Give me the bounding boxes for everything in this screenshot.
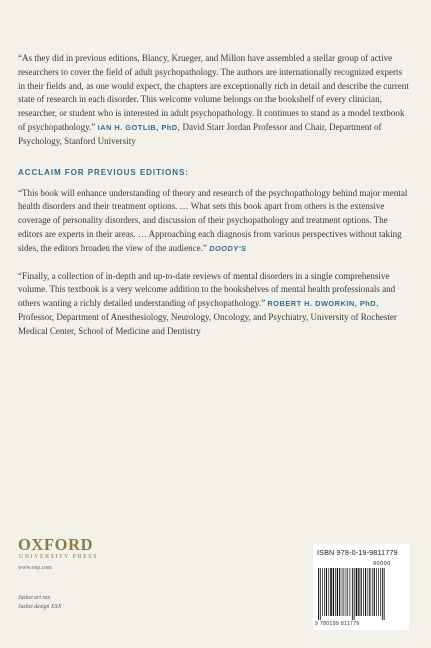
barcode-bar bbox=[347, 568, 348, 616]
barcode-bar bbox=[382, 568, 383, 620]
barcode-bar bbox=[337, 568, 338, 616]
blurb-dworkin bbox=[18, 270, 411, 339]
barcode-bar bbox=[361, 568, 362, 616]
blurb-affiliation: Professor, Department of Anesthesiology, Neurology, Oncology, and Psychiatry, University of Rochester Medical Center, School of Medicine and Dentistry bbox=[18, 311, 397, 336]
blurb-doodys bbox=[18, 187, 411, 256]
barcode-bar bbox=[335, 568, 336, 616]
barcode-bar bbox=[356, 568, 358, 616]
barcode-bar bbox=[358, 568, 359, 616]
barcode-bar bbox=[344, 568, 345, 616]
jacket-design-credit: Jacket design XXX bbox=[18, 604, 62, 610]
barcode-bar bbox=[369, 568, 370, 616]
barcode-bar bbox=[339, 568, 340, 616]
blurb-text: “As they did in previous editions, Blancy, Krueger, and Millon have assembled a stellar group of active researchers to cover the field of adult psychopathology. The authors are internationally recognized experts in their fields and, as one would expect, the chapters are exceptionally rich in detail and describe the current state of research in each disorder. This welcome volume belongs on the bookshelf of every clinician, researcher, or student who is interested in adult psychopathology. It continues to stand as a model textbook of psychopathology.” bbox=[18, 53, 409, 132]
barcode-bar bbox=[380, 568, 381, 616]
blurb-text: “Finally, a collection of in-depth and up-to-date reviews of mental disorders in a single comprehensive volume. This textbook is a very welcome addition to the bookshelves of mental health professionals and others wanting a richly detailed understanding of psychopathology.” bbox=[18, 270, 396, 309]
barcode-bar bbox=[363, 568, 364, 616]
barcode-bar bbox=[354, 568, 355, 620]
blurb-source: DOODY'S bbox=[209, 243, 247, 253]
barcode-bar bbox=[352, 568, 353, 620]
isbn-text: ISBN 978-0-19-9811779 bbox=[317, 548, 398, 557]
blurbs bbox=[18, 52, 411, 339]
barcode-bar bbox=[376, 568, 377, 616]
publisher-url: www.oup.com bbox=[18, 565, 52, 571]
price-code: 90000 bbox=[373, 561, 391, 567]
barcode-bar bbox=[333, 568, 334, 616]
barcode-bar bbox=[322, 568, 323, 616]
barcode-bar bbox=[320, 568, 321, 620]
barcode-bar bbox=[342, 568, 343, 616]
jacket-art-credit: Jacket art xxx bbox=[18, 595, 51, 601]
barcode-bar bbox=[330, 568, 332, 616]
publisher-logo bbox=[18, 537, 98, 571]
barcode-bar bbox=[378, 568, 379, 616]
blurb-text: “This book will enhance understanding of theory and research of the psychopathology behind major mental health disorders and their treatment options. … What sets this book apart from others is the extensive coverage of personality disorders, and discussion of their psychopathology and treatment options. The editors are experts in their areas. … Approaching each diagnosis from various perspectives without taking sides, the editors broaden the view of the audience.” bbox=[18, 187, 408, 253]
barcode-bar bbox=[346, 568, 347, 616]
press-wordmark: UNIVERSITY PRESS bbox=[19, 554, 98, 560]
barcode-bar bbox=[326, 568, 327, 616]
barcode-bar bbox=[374, 568, 375, 616]
blurb-gotlib bbox=[18, 52, 411, 149]
acclaim-heading: ACCLAIM FOR PREVIOUS EDITIONS: bbox=[18, 167, 189, 177]
barcode-icon bbox=[317, 568, 405, 620]
barcode-bar bbox=[324, 568, 325, 616]
blurb-affiliation: David Starr Jordan Professor and Chair, Department of Psychology, Stanford University bbox=[18, 121, 382, 146]
barcode-bar bbox=[372, 568, 373, 616]
blurb-source: ROBERT H. DWORKIN, PhD, bbox=[267, 299, 379, 309]
barcode-bar bbox=[365, 568, 366, 616]
jacket-credits bbox=[18, 594, 61, 612]
blurb-source: IAN H. GOTLIB, PhD, bbox=[97, 122, 181, 132]
barcode-bar bbox=[328, 568, 329, 616]
barcode-bar bbox=[318, 568, 319, 620]
barcode-panel bbox=[313, 544, 409, 630]
oxford-wordmark: OXFORD bbox=[18, 535, 94, 554]
barcode-bar bbox=[368, 568, 369, 616]
barcode-number: 9 780199 811779 bbox=[315, 621, 360, 627]
barcode-bar bbox=[350, 568, 351, 616]
barcode-bar bbox=[384, 568, 385, 620]
